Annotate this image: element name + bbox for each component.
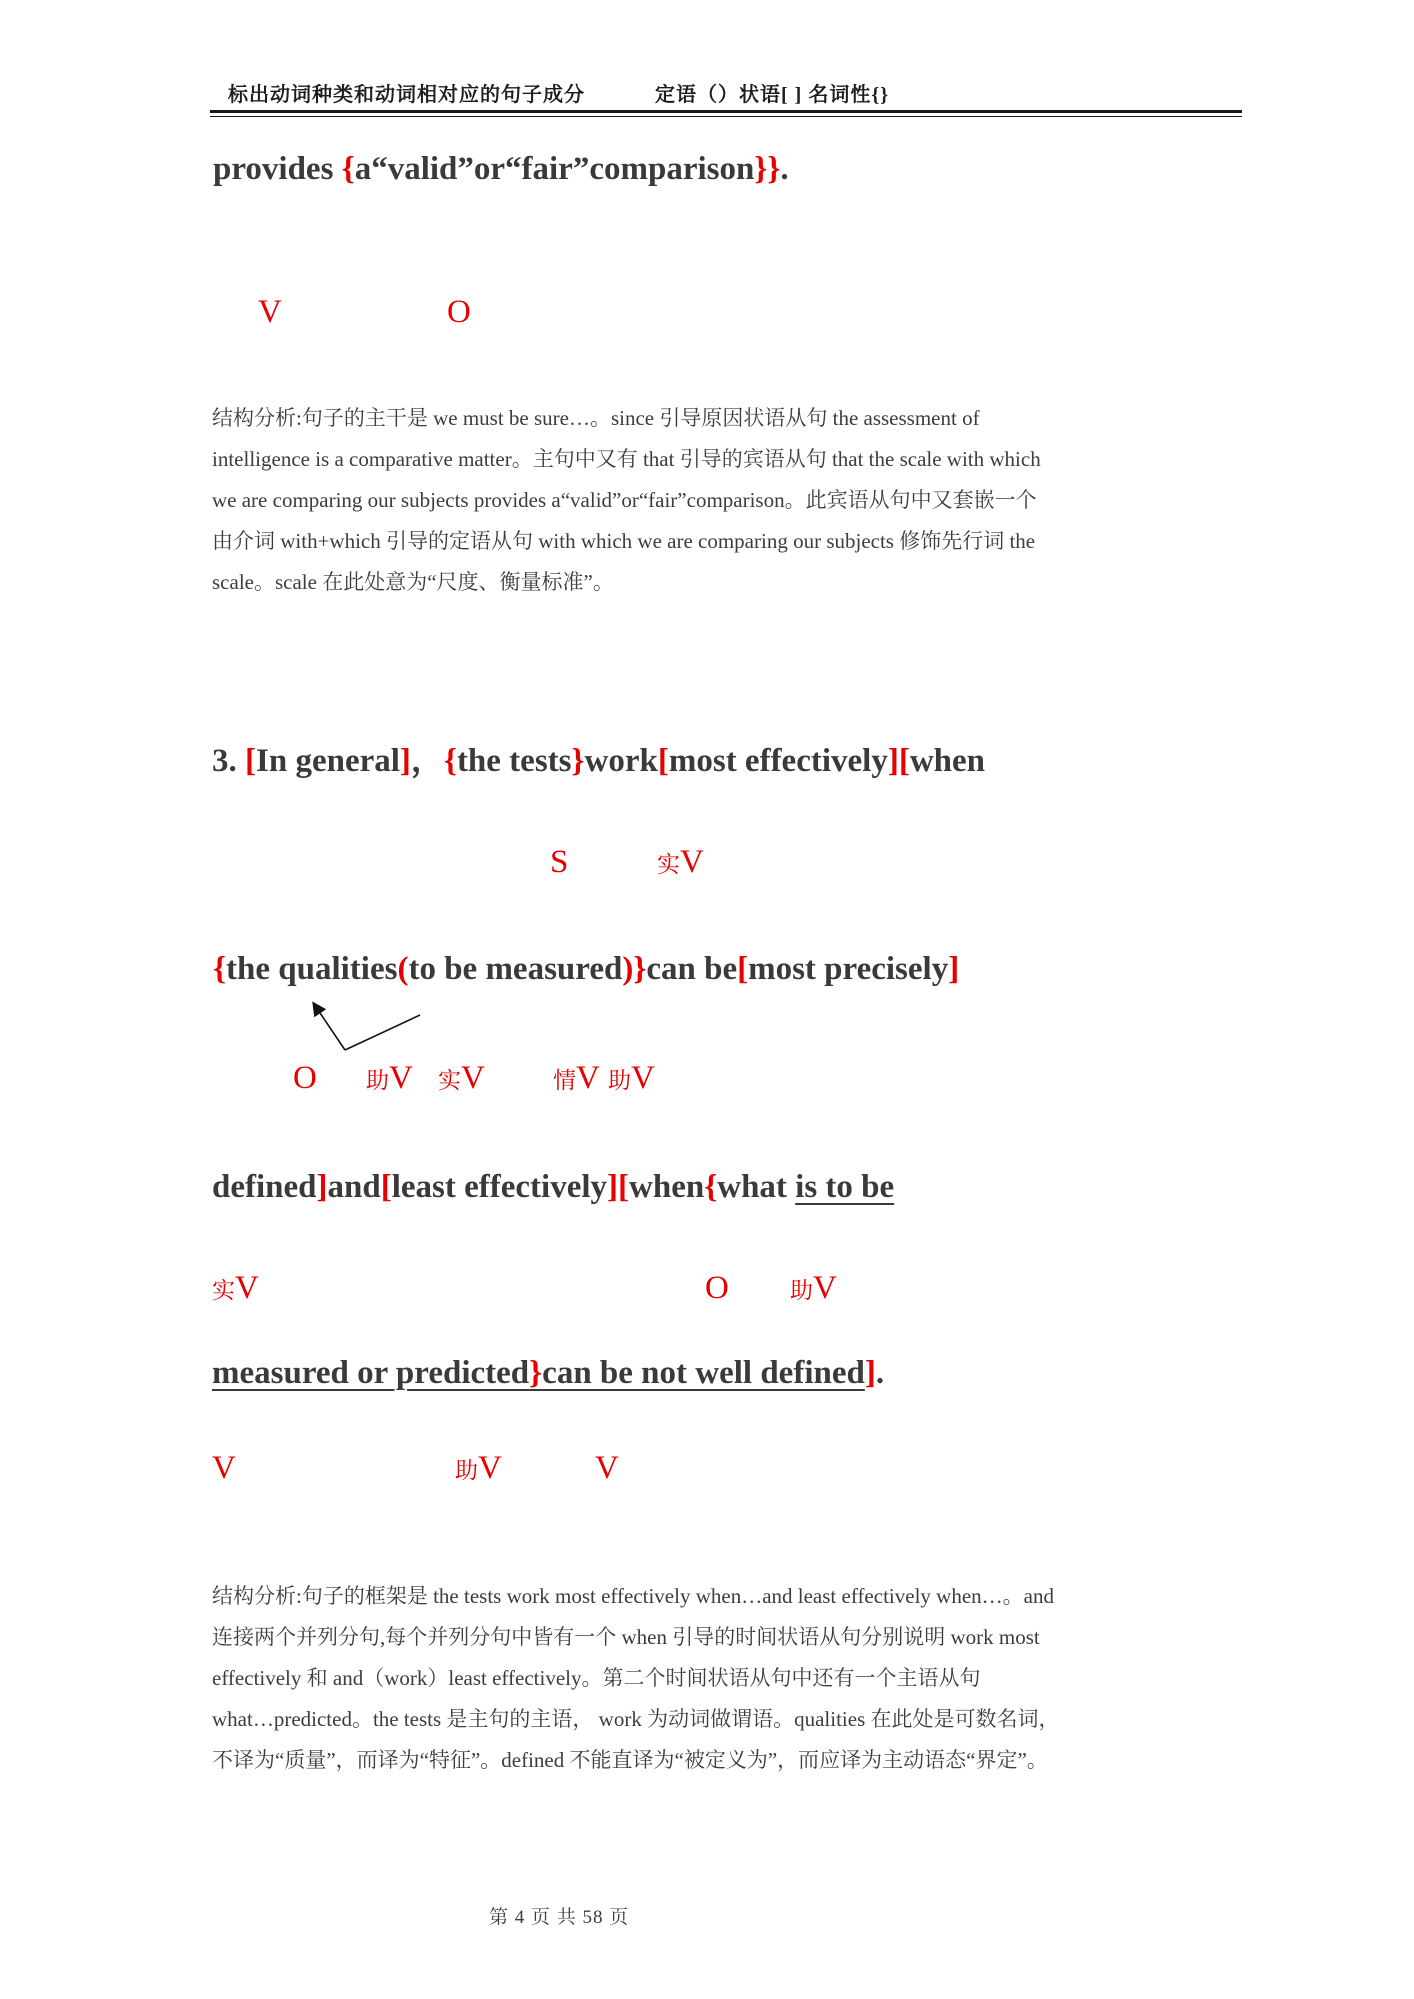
analysis-paragraph: 结构分析:句子的主干是 we must be sure…。since 引导原因状语从句 the assessment of intelligence is a comparative matter。主句中又有 that 引导的宾语从句 that the scale with which we are comparing our subjects provides a“valid”or“fair”comparison。此宾语从句中又套嵌一个 由介词 with+which 引导的定语从句 with which we are comparing our subjects 修饰先行词 the scale。scale 在此处意为“尺度、衡量标准”。 [212, 406, 1041, 594]
grammar-mark-v: V [595, 1450, 619, 1486]
analysis-paragraph: 结构分析:句子的框架是 the tests work most effectively when…and least effectively when…。and 连接两个并列分句,每个并列分句中皆有一个 when 引导的时间状语从句分别说明 work most effectively 和 and（work）least effectively。第二个时间状语从句中还有一个主语从句 what…predicted。the tests 是主句的主语， work 为动词做谓语。qualities 在此处是可数名词， 不译为“质量”，而译为“特征”。defined 不能直译为“被定义为”，而应译为主动语态“界定”。 [212, 1584, 1060, 1772]
grammar-mark-shi-v: 实V [438, 1060, 485, 1096]
grammar-mark-v: V [212, 1450, 236, 1486]
header-legend: 定语（）状语[ ] 名词性{} [655, 84, 890, 106]
grammar-mark-zhu-v: 助V [366, 1060, 413, 1096]
sentence-line: provides {a“valid”or“fair”comparison}}. [213, 151, 789, 187]
grammar-mark-zhu-v: 助V [455, 1450, 502, 1486]
annotation-arrow-icon [288, 988, 433, 1058]
grammar-mark-v: V [258, 294, 282, 330]
grammar-mark-o: O [705, 1270, 729, 1306]
grammar-mark-shi-v: 实V [212, 1270, 259, 1306]
grammar-mark-zhu-v: 助V [790, 1270, 837, 1306]
grammar-mark-o: O [293, 1060, 317, 1096]
sentence-line: {the qualities(to be measured)}can be[most precisely] [213, 951, 960, 987]
grammar-mark-s: S [550, 844, 569, 880]
sentence-line: 3. [In general]，{the tests}work[most effectively][when [212, 743, 986, 779]
page-number: 第 4 页 共 58 页 [489, 1907, 630, 1928]
header-title: 标出动词种类和动词相对应的句子成分 [228, 84, 585, 106]
grammar-mark-zhu-v: 助V [608, 1060, 655, 1096]
header-divider [210, 110, 1242, 117]
grammar-mark-qing-v: 情V [553, 1060, 600, 1096]
sentence-line: measured or predicted}can be not well defined]. [212, 1355, 885, 1391]
sentence-line: defined]and[least effectively][when{what is to be [212, 1169, 895, 1205]
grammar-mark-shi-v: 实V [657, 844, 704, 880]
grammar-mark-o: O [447, 294, 471, 330]
